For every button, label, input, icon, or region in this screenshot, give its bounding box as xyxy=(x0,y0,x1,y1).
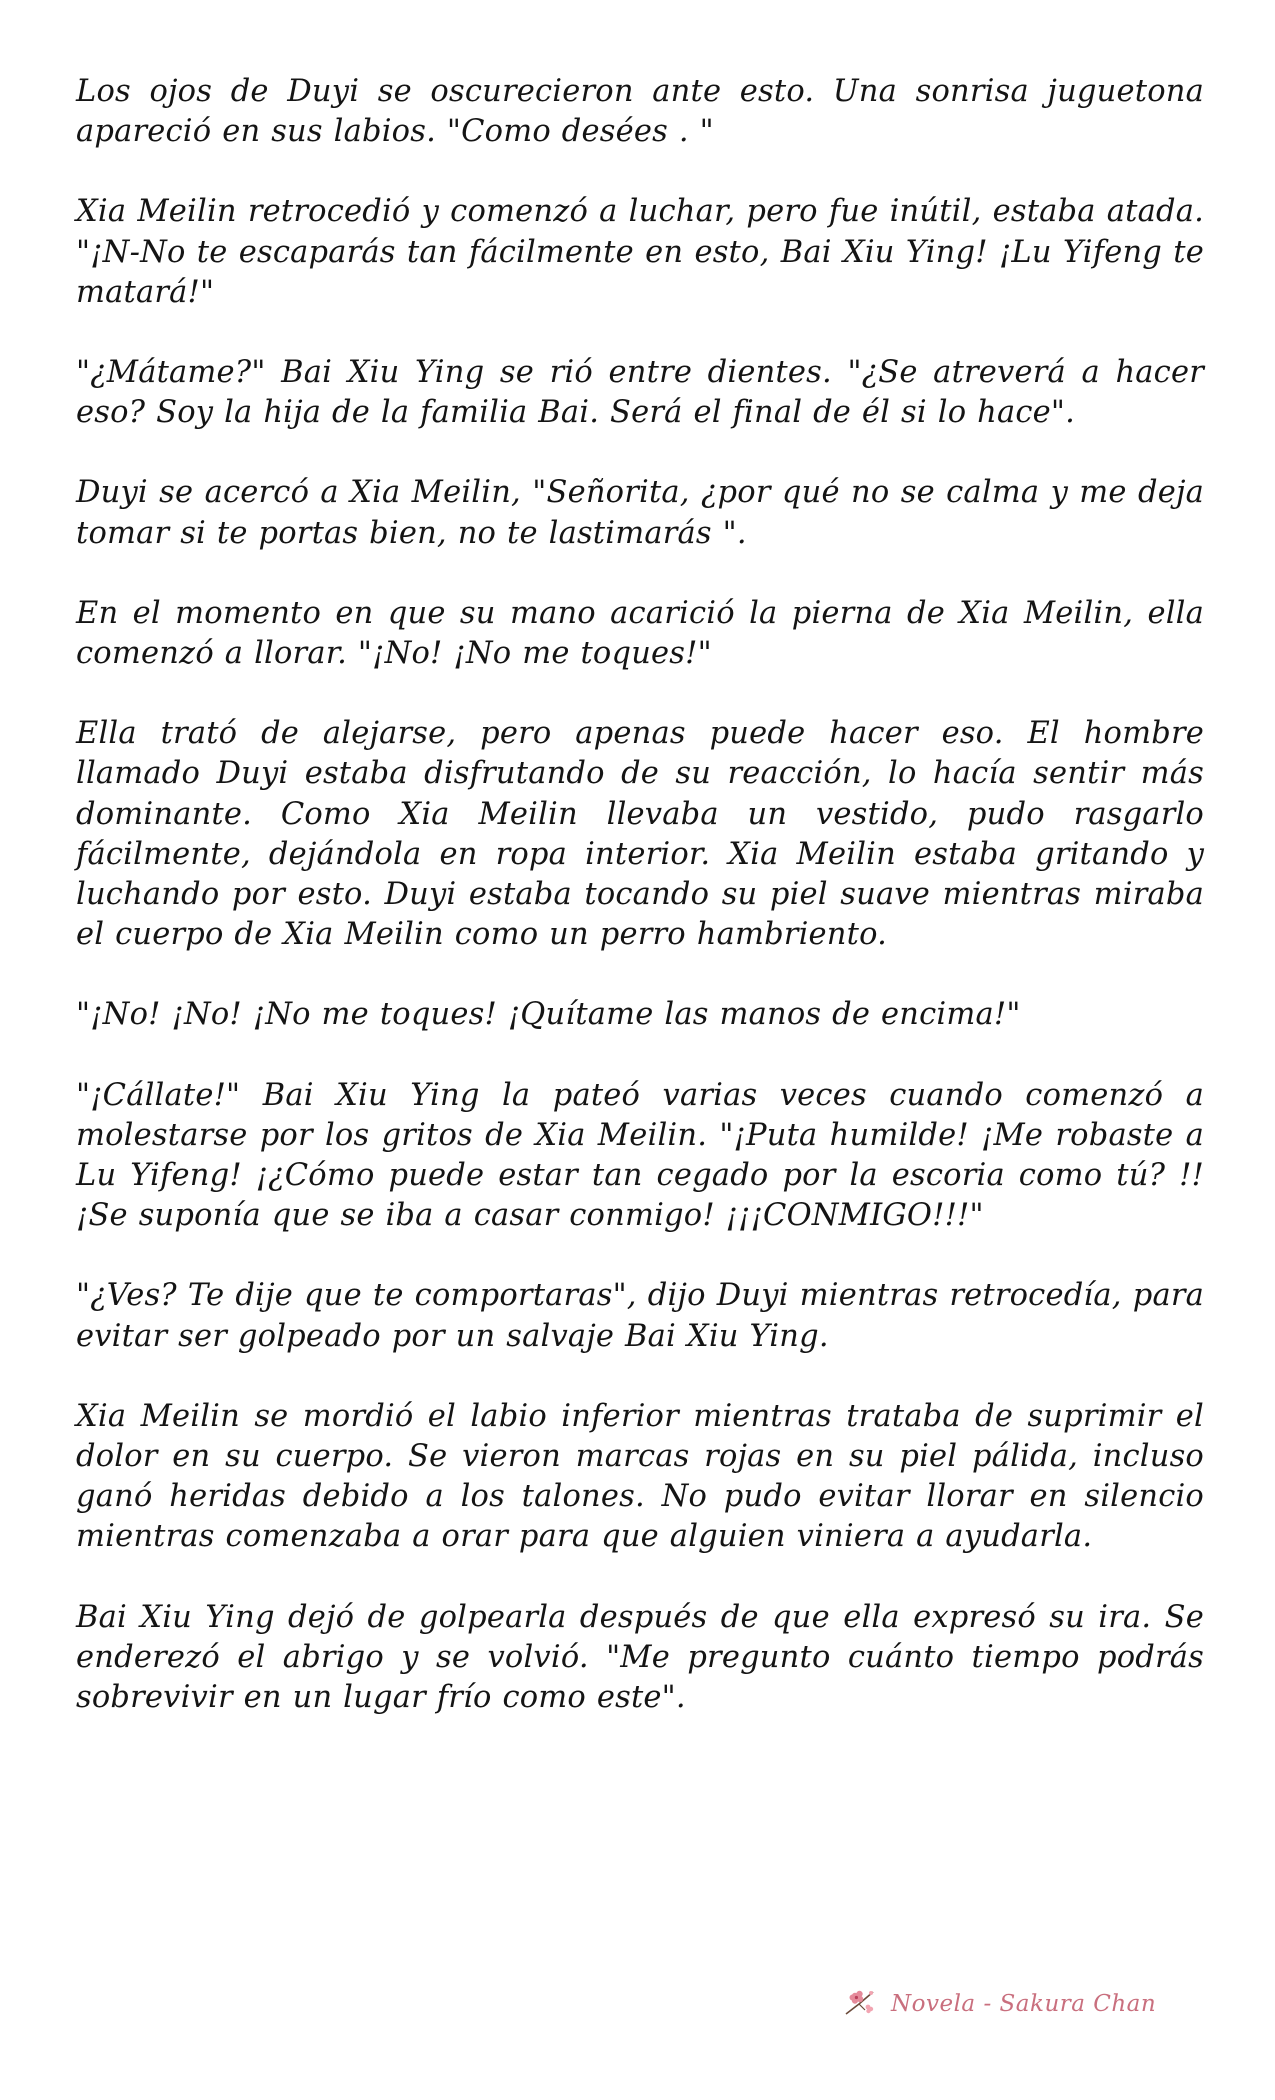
paragraph: Los ojos de Duyi se oscurecieron ante esto. Una sonrisa juguetona apareció en sus labios. "Como desées . " xyxy=(76,74,1204,150)
paragraph: Bai Xiu Ying dejó de golpearla después de que ella expresó su ira. Se enderezó el abrigo y se volvió. "Me pregunto cuánto tiempo podrás sobrevivir en un lugar frío como este". xyxy=(76,1599,1204,1716)
watermark xyxy=(843,1986,1156,2022)
paragraph: "¿Ves? Te dije que te comportaras", dijo Duyi mientras retrocedía, para evitar ser golpeado por un salvaje Bai Xiu Ying. xyxy=(76,1278,1204,1354)
watermark-text: Novela - Sakura Chan xyxy=(891,1991,1157,2017)
paragraph: Xia Meilin se mordió el labio inferior mientras trataba de suprimir el dolor en su cuerpo. Se vieron marcas rojas en su piel pálida, incluso ganó heridas debido a los talones. No pudo evitar llorar en silencio mientras comenzaba a orar para que alguien viniera a ayudarla. xyxy=(76,1398,1204,1555)
sakura-branch-icon xyxy=(843,1984,891,2025)
paragraph: Duyi se acercó a Xia Meilin, "Señorita, ¿por qué no se calma y me deja tomar si te portas bien, no te lastimarás ". xyxy=(76,475,1204,551)
paragraph: En el momento en que su mano acarició la pierna de Xia Meilin, ella comenzó a llorar. "¡No! ¡No me toques!" xyxy=(76,595,1204,672)
paragraph: "¡No! ¡No! ¡No me toques! ¡Quítame las manos de encima!" xyxy=(76,997,1021,1033)
document-page xyxy=(76,72,1204,1758)
paragraph: "¡Cállate!" Bai Xiu Ying la pateó varias veces cuando comenzó a molestarse por los gritos de Xia Meilin. "¡Puta humilde! ¡Me robaste a Lu Yifeng! ¡¿Cómo puede estar tan cegado por la escoria como tú? !! ¡Se suponía que se iba a casar conmigo! ¡¡¡CONMIGO!!!" xyxy=(76,1077,1204,1234)
paragraph: "¿Mátame?" Bai Xiu Ying se rió entre dientes. "¿Se atreverá a hacer eso? Soy la hija de la familia Bai. Será el final de él si lo hace". xyxy=(76,355,1204,431)
paragraph: Ella trató de alejarse, pero apenas puede hacer eso. El hombre llamado Duyi estaba disfrutando de su reacción, lo hacía sentir más dominante. Como Xia Meilin llevaba un vestido, pudo rasgarlo fácilmente, dejándola en ropa interior. Xia Meilin estaba gritando y luchando por esto. Duyi estaba tocando su piel suave mientras miraba el cuerpo de Xia Meilin como un perro hambriento. xyxy=(76,716,1204,953)
paragraph: Xia Meilin retrocedió y comenzó a luchar, pero fue inútil, estaba atada. "¡N-No te escaparás tan fácilmente en esto, Bai Xiu Ying! ¡Lu Yifeng te matará!" xyxy=(76,194,1204,310)
